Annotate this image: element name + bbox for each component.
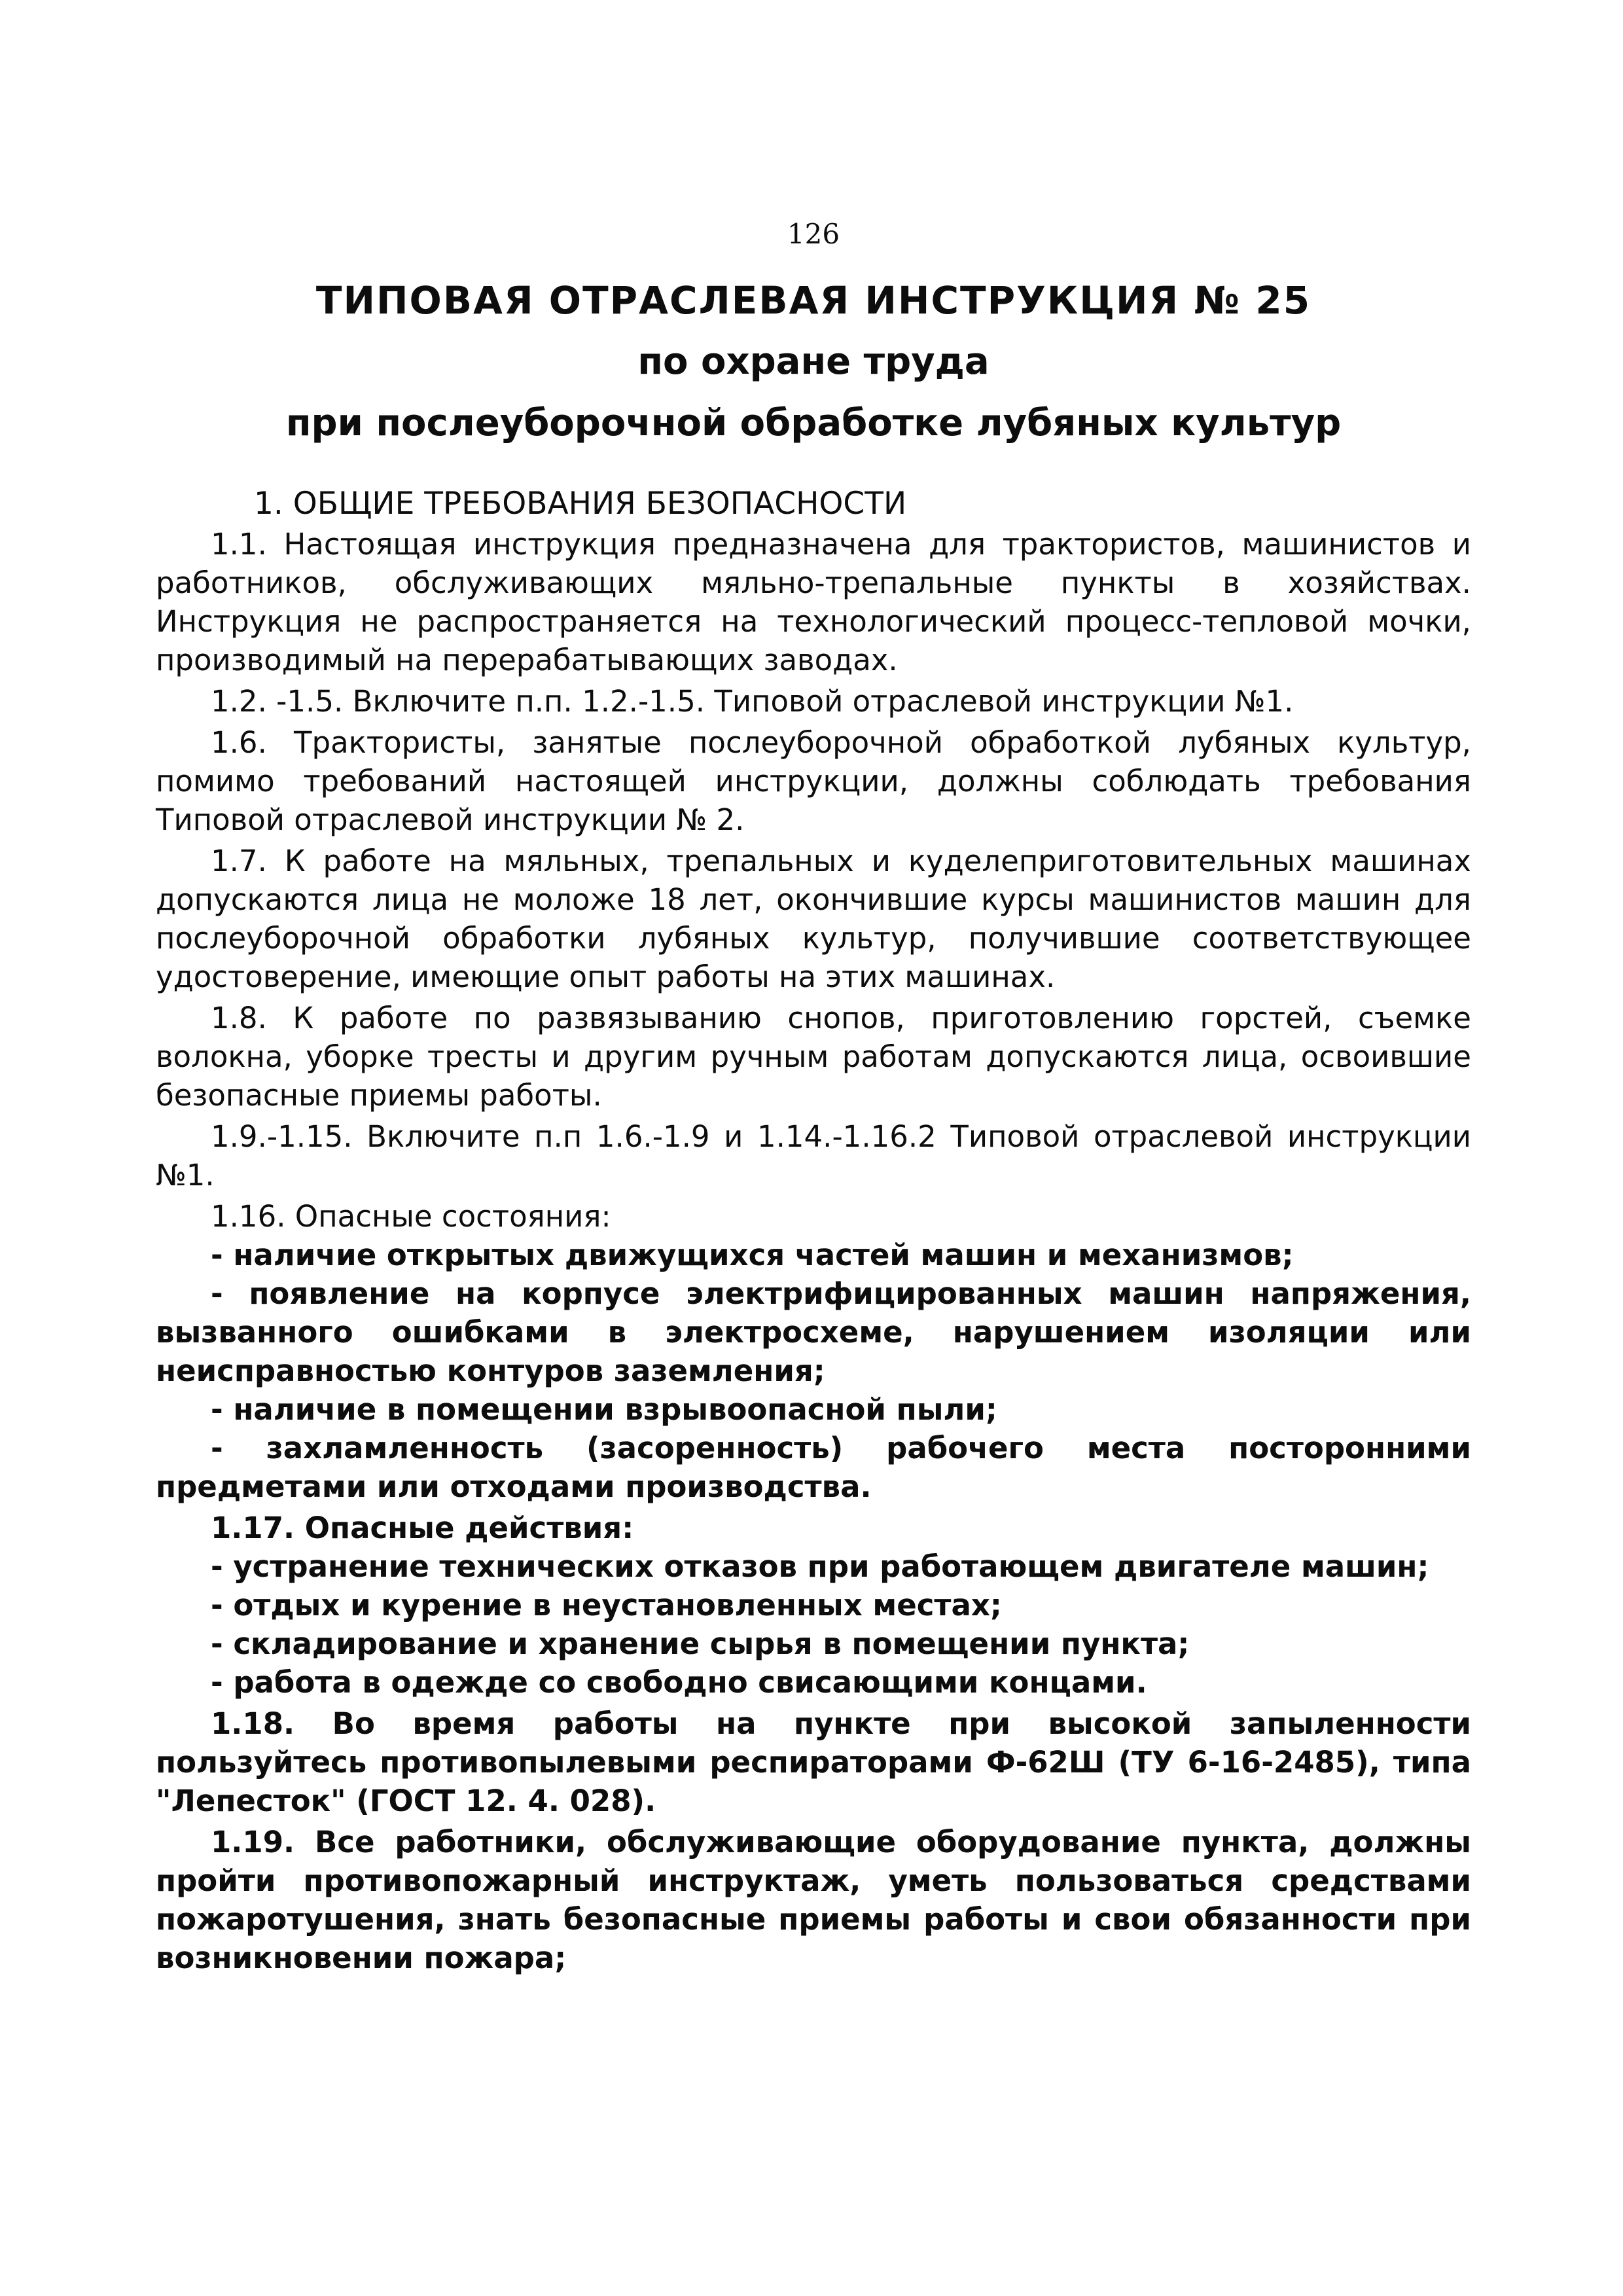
dangerous-action-item: - устранение технических отказов при работающем двигателе машин; bbox=[211, 1549, 1429, 1584]
document-title bbox=[156, 270, 1471, 454]
paragraph-1-8: 1.8. К работе по развязыванию снопов, приготовлению горстей, съемке волокна, уборке тресты и другим ручным работам допускаются лица, освоившие безопасные приемы работы. bbox=[156, 1001, 1471, 1113]
paragraph-1-6: 1.6. Трактористы, занятые послеуборочной обработкой лубяных культур, помимо требований настоящей инструкции, должны соблюдать требования Типовой отраслевой инструкции № 2. bbox=[156, 725, 1471, 837]
paragraph-1-18: 1.18. Во время работы на пункте при высокой запыленности пользуйтесь противопылевыми респираторами Ф-62Ш (ТУ 6-16-2485), типа "Лепесток" (ГОСТ 12. 4. 028). bbox=[156, 1706, 1471, 1818]
page-number: 126 bbox=[787, 218, 840, 250]
paragraph-1-17: 1.17. Опасные действия: bbox=[211, 1511, 634, 1545]
hazard-item: - наличие открытых движущихся частей машин и механизмов; bbox=[211, 1238, 1294, 1272]
paragraph-1-16: 1.16. Опасные состояния: bbox=[211, 1199, 611, 1234]
title-line-1: ТИПОВАЯ ОТРАСЛЕВАЯ ИНСТРУКЦИЯ № 25 bbox=[315, 278, 1311, 323]
paragraph-1-19: 1.19. Все работники, обслуживающие оборудование пункта, должны пройти противопожарный инструктаж, уметь пользоваться средствами пожаротушения, знать безопасные приемы работы и свои обязанности при возникновении пожара; bbox=[156, 1825, 1471, 1975]
document-page bbox=[156, 216, 1471, 1977]
hazard-item: - захламленность (засоренность) рабочего места посторонними предметами или отходами производства. bbox=[156, 1431, 1471, 1504]
hazard-item: - наличие в помещении взрывоопасной пыли; bbox=[211, 1392, 997, 1427]
dangerous-action-item: - отдых и курение в неустановленных местах; bbox=[211, 1588, 1002, 1623]
title-line-2: по охране труда bbox=[637, 340, 990, 383]
dangerous-action-item: - работа в одежде со свободно свисающими концами. bbox=[211, 1665, 1147, 1700]
paragraph-1-2-1-5: 1.2. -1.5. Включите п.п. 1.2.-1.5. Типовой отраслевой инструкции №1. bbox=[211, 684, 1294, 719]
hazard-item: - появление на корпусе электрифицированных машин напряжения, вызванного ошибками в электросхеме, нарушением изоляции или неисправностью контуров заземления; bbox=[156, 1276, 1471, 1388]
paragraph-1-7: 1.7. К работе на мяльных, трепальных и куделеприготовительных машинах допускаются лица не моложе 18 лет, окончившие курсы машинистов машин для послеуборочной обработки лубяных культур, получившие соответствующее удостоверение, имеющие опыт работы на этих машинах. bbox=[156, 844, 1471, 994]
dangerous-action-item: - складирование и хранение сырья в помещении пункта; bbox=[211, 1626, 1190, 1661]
section-heading: 1. ОБЩИЕ ТРЕБОВАНИЯ БЕЗОПАСНОСТИ bbox=[254, 486, 907, 522]
paragraph-1-1: 1.1. Настоящая инструкция предназначена для трактористов, машинистов и работников, обслуживающих мяльно-трепальные пункты в хозяйствах. Инструкция не распространяется на технологический процесс-тепловой мочки, производимый на перерабатывающих заводах. bbox=[156, 527, 1471, 677]
title-line-3: при послеуборочной обработке лубяных культур bbox=[285, 402, 1342, 444]
paragraph-1-9-1-15: 1.9.-1.15. Включите п.п 1.6.-1.9 и 1.14.-1.16.2 Типовой отраслевой инструкции №1. bbox=[156, 1119, 1471, 1193]
